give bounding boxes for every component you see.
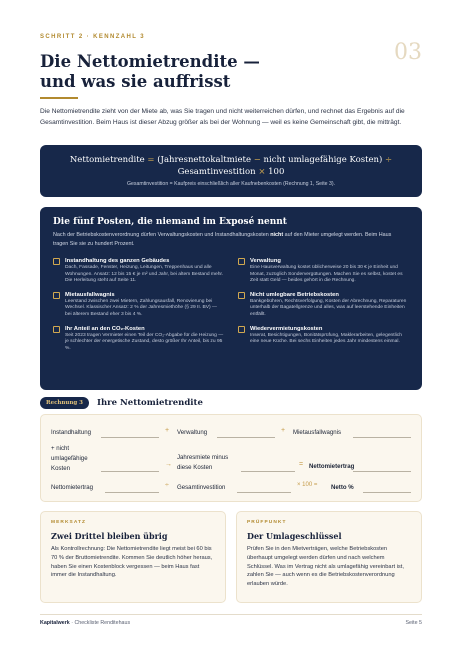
footer-doc-title: · Checkliste Renditehaus: [69, 620, 131, 626]
calc-label-netto-prozent: Netto %: [331, 484, 354, 491]
cost-item-title: Instandhaltung des ganzen Gebäudes: [65, 258, 170, 264]
calc-op-equals: =: [299, 461, 304, 468]
input-line[interactable]: [217, 437, 275, 438]
cost-items-title: Die fünf Posten, die niemand im Exposé nennt: [53, 217, 287, 227]
calc-label-jahresmiete: Jahresmiete minus diese Kosten: [177, 454, 229, 471]
card-text: Prüfen Sie in den Mietverträgen, welche Betriebskosten überhaupt umgelegt werden dürfen und nach welchem Schlüssel. Was im Vertrag nicht als umlagefähig vereinbart ist, zahlen Sie — auch wenn es die Betriebskostenverordnung erlauben würde.: [247, 546, 404, 588]
formula-term-invest: Gesamtinvestition: [177, 167, 256, 177]
calc-label-gesamtinvestition: Gesamtinvestition: [177, 484, 226, 491]
calc-label-nettomietertrag: Nettomietertrag: [309, 463, 355, 470]
input-line[interactable]: [353, 471, 411, 472]
cost-item: [238, 257, 409, 285]
cost-item-title: Wiedervermietungskosten: [250, 325, 323, 332]
input-line[interactable]: [353, 437, 411, 438]
card-title: Der Umlageschlüssel: [247, 531, 342, 541]
tip-card-merksatz: [40, 511, 226, 603]
checkbox[interactable]: [238, 292, 245, 299]
calculation-pill: Rechnung 3: [40, 397, 89, 409]
input-line[interactable]: [363, 492, 411, 493]
calc-op-plus: +: [165, 427, 170, 434]
cost-item-desc: Seit 2023 tragen Vermieter einen Teil der CO₂-Abgabe für die Heizung — je schlechter der energetische Zustand, desto größer Ihr Anteil, bis zu 95 %.: [65, 332, 224, 351]
calc-label-nicht-umlagefaehig: + nicht umlagefähige Kosten: [51, 445, 88, 472]
cost-item-title: Mietausfallwagnis: [65, 291, 115, 298]
cost-item-desc: Leerstand zwischen zwei Mietern, Zahlungsausfall, Renovierung bei Wechsel. Klassischer Ansatz: 2 % der Jahresmiethöhe (§ 29 II. BV) — bei älterem Bestand eher 3 bis 4 %.: [65, 298, 217, 317]
cost-item: [238, 325, 409, 353]
cost-items-panel: [40, 207, 422, 390]
footer-page-number: Seite 5: [405, 620, 422, 626]
calc-label-verwaltung: Verwaltung: [177, 429, 208, 436]
input-line[interactable]: [237, 492, 291, 493]
intro-paragraph: Die Nettomietrendite zieht von der Miete ab, was Sie tragen und nicht weiterreichen dürfen, und rechnet das Ergebnis auf die Gesamtinvestition. Beim Haus ist dieser Abzug größer als bei der Wohnung — weil es keine Gemeinschaft gibt, die mitträgt.: [40, 108, 405, 126]
formula-hundred: 100: [268, 167, 285, 177]
cost-item-title: Ihr Anteil an den CO₂-Kosten: [65, 325, 145, 332]
card-tag: PRÜFPUNKT: [247, 520, 287, 525]
calc-label-nettomietertrag-2: Nettomietertrag: [51, 484, 93, 491]
cost-item: [53, 325, 224, 353]
lead-part-c: auf den Mieter umgelegt werden. Beim Haus tragen Sie sie zu hundert Prozent.: [53, 232, 392, 247]
footer-brand-name: Kapitalwerk: [40, 620, 70, 626]
cost-item-desc: Bankgebühren, Rechtsverfolgung, Kosten der Abrechnung, Reparaturen unterhalb der Bagatellgrenze und alles, was auf leerstehende Einheiten entfällt.: [250, 298, 407, 317]
calculation-header: [40, 397, 203, 409]
checkbox[interactable]: [238, 326, 245, 333]
calc-op-plus: +: [281, 427, 286, 434]
cost-item: [238, 291, 409, 319]
checkbox[interactable]: [53, 292, 60, 299]
formula-box: [40, 145, 422, 197]
formula-equals: =: [147, 155, 155, 165]
cost-item-title: Verwaltung: [250, 258, 281, 264]
input-line[interactable]: [241, 471, 295, 472]
lead-emphasis: nicht: [270, 232, 284, 238]
calculation-worksheet: [40, 414, 422, 502]
card-title: Zwei Drittel bleiben übrig: [51, 531, 168, 541]
cost-item: [53, 291, 224, 319]
cost-item-title: Nicht umlegbare Betriebskosten: [250, 291, 339, 298]
checkbox[interactable]: [53, 326, 60, 333]
page-title: [40, 52, 340, 92]
footer-divider: [40, 614, 422, 615]
formula-term-kosten: nicht umlagefähige Kosten): [263, 155, 383, 165]
cost-item: [53, 257, 224, 285]
section-eyebrow: SCHRITT 2 · KENNZAHL 3: [40, 34, 146, 40]
title-divider: [40, 97, 78, 99]
formula-term-rendite: Nettomietrendite: [69, 155, 145, 165]
checkbox[interactable]: [238, 258, 245, 265]
formula-times: ×: [258, 167, 266, 177]
input-line[interactable]: [101, 471, 159, 472]
checkbox[interactable]: [53, 258, 60, 265]
tip-card-pruefpunkt: [236, 511, 422, 603]
calc-op-times-100: × 100 =: [297, 482, 318, 488]
formula-divide: ÷: [385, 155, 393, 165]
formula-note: Gesamtinvestition = Kaufpreis einschließlich aller Kaufnebenkosten (Rechnung 1, Seite 3).: [126, 181, 336, 187]
formula-line-2: [40, 166, 422, 178]
cost-items-lead: [53, 231, 403, 248]
formula-term-miete: (Jahresnettokaltmiete: [157, 155, 252, 165]
card-tag: MERKSATZ: [51, 520, 87, 525]
arrow-right-icon: →: [165, 461, 172, 468]
cost-item-desc: Eine Hausverwaltung kostet üblicherweise 20 bis 30 € je Einheit und Monat, zuzüglich Sondervergütungen. Machen Sie es selbst, kostet es Zeit statt Geld — beides gehört in die Rechnung.: [250, 265, 403, 284]
input-line[interactable]: [105, 492, 159, 493]
card-text: Als Kontrollrechnung: Die Nettomietrendite liegt meist bei 60 bis 70 % der Bruttomietrendite. Kommen Sie deutlich höher heraus, haben Sie einen Kostenblock vergessen — beim Haus fast immer die Instandhaltung.: [51, 546, 213, 579]
input-line[interactable]: [101, 437, 159, 438]
calc-op-divide: ÷: [165, 482, 169, 489]
cost-item-desc: Inserat, Besichtigungen, Bonitätsprüfung, Maklerarbeiten, gelegentlich eine neue Küche. Bei sechs Einheiten jedes Jahr mindestens einmal.: [250, 332, 402, 345]
title-line-1: Die Nettomietrendite —: [40, 52, 260, 71]
page-number-marker: 03: [394, 40, 422, 65]
lead-part-a: Nach der Betriebskostenverordnung dürfen Verwaltungskosten und Instandhaltungskosten: [53, 232, 271, 238]
cost-item-desc: Dach, Fassade, Fenster, Heizung, Leitungen, Treppenhaus und alle Wohnungen. Ansatz: 12 bis 15 € je m² und Jahr, bei altem Bestand mehr. Die Herleitung steht auf Seite 11.: [65, 265, 224, 284]
footer-brand: [40, 620, 130, 626]
formula-line-1: [40, 154, 422, 166]
calc-label-instandhaltung: Instandhaltung: [51, 429, 91, 436]
formula-minus: −: [253, 155, 261, 165]
calculation-title: Ihre Nettomietrendite: [97, 398, 203, 408]
cost-items-grid: [53, 257, 409, 352]
calc-label-mietausfall: Mietausfallwagnis: [293, 429, 342, 436]
title-line-2: und was sie auffrisst: [40, 72, 231, 91]
